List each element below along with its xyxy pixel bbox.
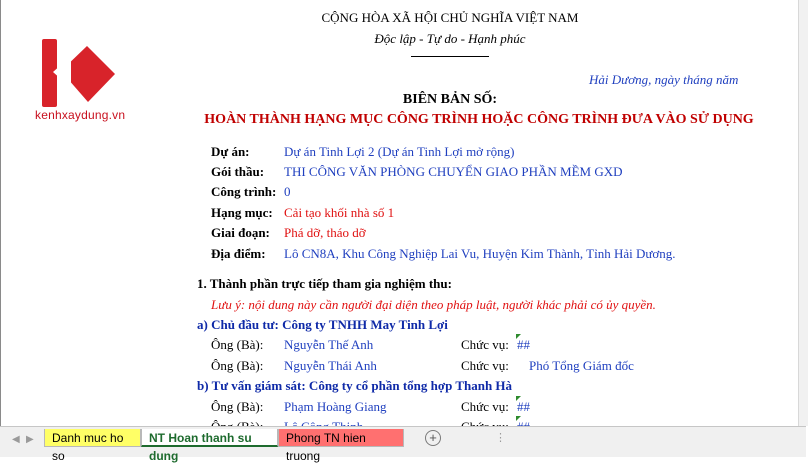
motto-underline [411,56,489,57]
record-subject-title: HOÀN THÀNH HẠNG MỤC CÔNG TRÌNH HOẶC CÔNG TRÌNH ĐƯA VÀO SỬ DỤNG [204,112,754,127]
investor-person-2-name: Nguyễn Thái Anh [284,358,377,373]
item-value: Cải tạo khối nhà số 1 [284,205,395,220]
sheet-tab-bar [0,426,806,463]
construction-label: Công trình: [211,184,277,199]
vertical-scrollbar[interactable] [798,0,808,426]
package-value: THI CÔNG VĂN PHÒNG CHUYỂN GIAO PHẦN MỀM GXD [284,164,623,179]
supervisor-person-1-role-label: Chức vụ: [461,399,509,414]
logo-text: kenhxaydung.vn [35,108,126,122]
supervisor-person-1-prefix: Ông (Bà): [211,399,264,414]
place-date: Hải Dương, ngày tháng năm [589,72,739,87]
supervisor-person-1-role: ## [517,399,530,414]
construction-value: 0 [284,184,291,199]
package-label: Gói thầu: [211,164,265,179]
investor-person-1-role: ## [517,337,530,352]
phase-value: Phá dỡ, tháo dỡ [284,225,366,240]
section-1-note: Lưu ý: nội dung này cần người đại diện theo pháp luật, người khác phải có ủy quyền. [211,297,656,312]
section-1-title: 1. Thành phần trực tiếp tham gia nghiệm thu: [197,276,452,291]
phase-label: Giai đoạn: [211,225,270,240]
spreadsheet-grid[interactable] [1,0,798,426]
investor-person-1-name: Nguyễn Thế Anh [284,337,374,352]
investor-title: a) Chủ đầu tư: Công ty TNHH May Tinh Lợi [197,317,448,332]
investor-person-1-prefix: Ông (Bà): [211,337,264,352]
investor-person-1-role-label: Chức vụ: [461,337,509,352]
tab-nt-hoan-thanh-su-dung[interactable]: NT Hoan thanh su dung [141,429,278,447]
investor-person-2-role: Phó Tổng Giám đốc [529,358,634,373]
supervisor-title: b) Tư vấn giám sát: Công ty cổ phần tổng hợp Thanh Hà [197,378,513,393]
investor-person-2-prefix: Ông (Bà): [211,358,264,373]
record-number-title: BIÊN BẢN SỐ: [402,92,498,107]
tab-danh-muc-ho-so[interactable]: Danh muc ho so [44,429,141,447]
tab-scroll-left-icon[interactable]: ◀ [12,434,20,445]
add-sheet-icon[interactable]: + [425,430,441,446]
tab-phong-tn-hien-truong[interactable]: Phong TN hien truong [278,429,404,447]
location-value: Lô CN8A, Khu Công Nghiệp Lai Vu, Huyện Kim Thành, Tỉnh Hải Dương. [284,246,676,261]
motto: Độc lập - Tự do - Hạnh phúc [374,31,526,46]
tab-split-handle-icon[interactable]: ⋮ [495,432,507,444]
supervisor-person-1-name: Phạm Hoàng Giang [284,399,387,414]
project-value: Dự án Tinh Lợi 2 (Dự án Tinh Lợi mở rộng) [284,144,515,159]
location-label: Địa điểm: [211,246,266,261]
project-label: Dự án: [211,144,250,159]
republic-heading: CỘNG HÒA XÃ HỘI CHỦ NGHĨA VIỆT NAM [321,10,579,25]
item-label: Hạng mục: [211,205,273,220]
kenhxaydung-logo-icon [31,38,121,108]
tab-scroll-right-icon[interactable]: ▶ [26,434,34,445]
investor-person-2-role-label: Chức vụ: [461,358,509,373]
